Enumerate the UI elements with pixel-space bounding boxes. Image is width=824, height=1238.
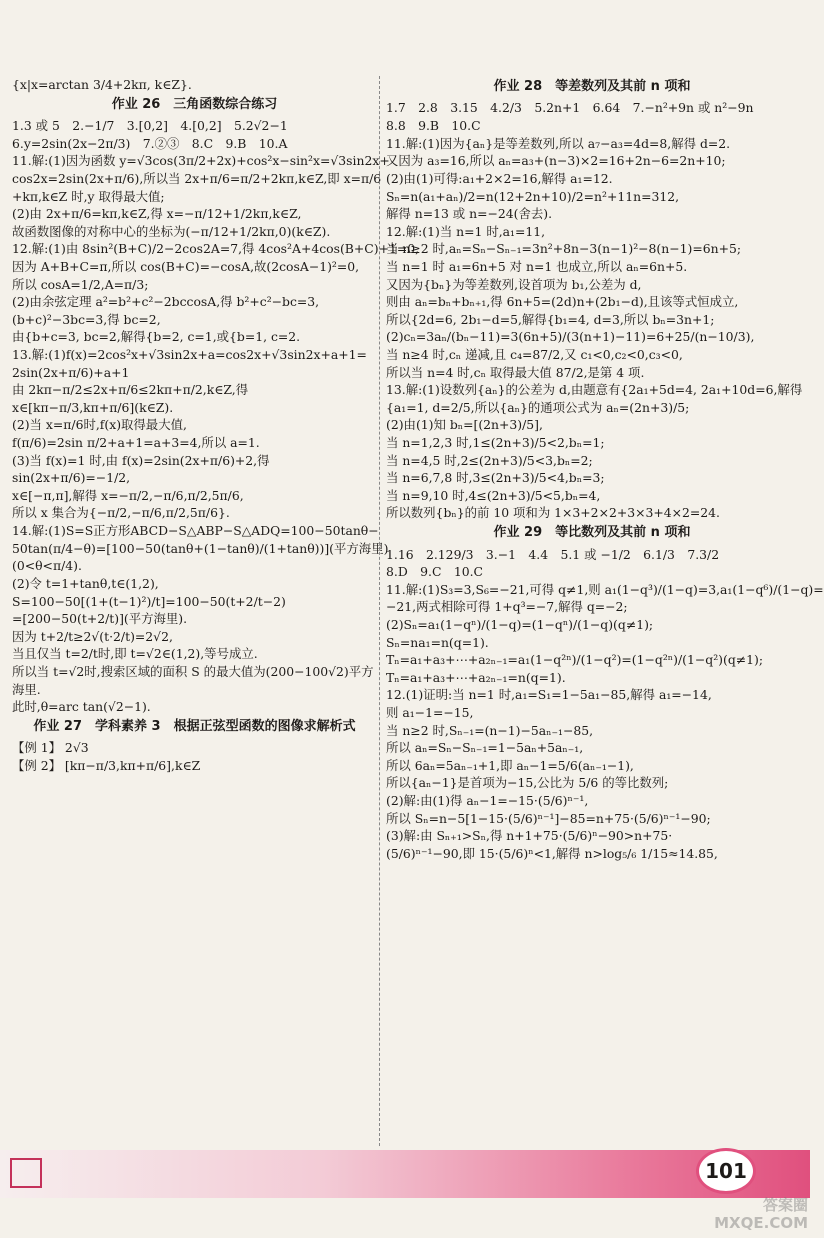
text-line: 所以 Sₙ=n−5[1−15·(5/6)ⁿ⁻¹]−85=n+75·(5/6)ⁿ⁻¹−90; (386, 810, 711, 826)
page-number: 101 (696, 1148, 756, 1194)
text-line: 50tan(π/4−θ)=[100−50(tanθ+(1−tanθ)/(1+tanθ))](平方海里) (12, 540, 389, 556)
section-heading: 作业 26 三角函数综合练习 (111, 96, 278, 112)
text-line: (2)由(1)知 bₙ=[(2n+3)/5], (386, 417, 543, 433)
text-line: 13.解:(1)f(x)=2cos²x+√3sin2x+a=cos2x+√3sin2x+a+1= (12, 346, 367, 362)
text-line: 1.3 或 5 2.−1/7 3.[0,2] 4.[0,2] 5.2√2−1 (12, 118, 288, 134)
text-line: 当 n≥2 时,Sₙ₋₁=(n−1)−5aₙ₋₁−85, (386, 722, 594, 738)
text-line: 12.(1)证明:当 n=1 时,a₁=S₁=1−5a₁−85,解得 a₁=−14, (386, 687, 712, 703)
text-line: sin(2x+π/6)=−1/2, (12, 470, 131, 486)
text-line: 11.解:(1)S₃=3,S₆=−21,可得 q≠1,则 a₁(1−q³)/(1−q)=3,a₁(1−q⁶)/(1−q)= (386, 581, 824, 597)
text-line: 所以数列{bₙ}的前 10 项和为 1×3+2×2+3×3+4×2=24. (386, 505, 720, 521)
text-line: 所以 x 集合为{−π/2,−π/6,π/2,5π/6}. (12, 505, 230, 521)
text-line: x∈[−π,π],解得 x=−π/2,−π/6,π/2,5π/6, (12, 487, 244, 503)
text-line: +kπ,k∈Z 时,y 取得最大值; (12, 188, 165, 204)
text-line: (2)由 2x+π/6=kπ,k∈Z,得 x=−π/12+1/2kπ,k∈Z, (12, 206, 302, 222)
text-line: 所以 6aₙ=5aₙ₋₁+1,即 aₙ−1=5/6(aₙ₋₁−1), (386, 757, 634, 773)
text-line: (2)解:由(1)得 aₙ−1=−15·(5/6)ⁿ⁻¹, (386, 793, 589, 809)
text-line: 当 n=1 时 a₁=6n+5 对 n=1 也成立,所以 aₙ=6n+5. (386, 258, 688, 274)
text-line: 当 n≥2 时,aₙ=Sₙ−Sₙ₋₁=3n²+8n−3(n−1)²−8(n−1)=6n+5; (386, 241, 742, 257)
text-line: 1.7 2.8 3.15 4.2/3 5.2n+1 6.64 7.−n²+9n 或 n²−9n (386, 100, 754, 116)
text-line: 当 n≥4 时,cₙ 递减,且 c₄=87/2,又 c₁<0,c₂<0,c₃<0, (386, 346, 683, 362)
text-line: Tₙ=a₁+a₃+⋯+a₂ₙ₋₁=a₁(1−q²ⁿ)/(1−q²)=(1−q²ⁿ)/(1−q²)(q≠1); (386, 652, 764, 668)
text-line: 解得 n=13 或 n=−24(舍去). (386, 206, 553, 222)
text-line: 所以{2d=6, 2b₁−d=5,解得{b₁=4, d=3,所以 bₙ=3n+1; (386, 311, 715, 327)
text-line: 12.解:(1)由 8sin²(B+C)/2−2cos2A=7,得 4cos²A+4cos(B+C)+1=0, (12, 241, 420, 257)
text-line: Tₙ=a₁+a₃+⋯+a₂ₙ₋₁=n(q=1). (386, 669, 566, 685)
text-line: x∈[kπ−π/3,kπ+π/6](k∈Z). (12, 399, 174, 415)
text-line: 8.D 9.C 10.C (386, 564, 484, 580)
text-line: Sₙ=na₁=n(q=1). (386, 634, 489, 650)
text-line: 当 n=1,2,3 时,1≤(2n+3)/5<2,bₙ=1; (386, 435, 605, 451)
watermark-line1: 答案圈 (762, 1196, 808, 1214)
text-line: 【例 2】 [kπ−π/3,kπ+π/6],k∈Z (12, 757, 201, 773)
text-line: f(π/6)=2sin π/2+a+1=a+3=4,所以 a=1. (12, 435, 260, 451)
text-line: 所以当 n=4 时,cₙ 取得最大值 87/2,是第 4 项. (386, 364, 645, 380)
text-line: (2)Sₙ=a₁(1−qⁿ)/(1−q)=(1−qⁿ)/(1−q)(q≠1); (386, 616, 654, 632)
text-line: 此时,θ=arc tan(√2−1). (12, 699, 151, 715)
text-line: 则 a₁−1=−15, (386, 705, 474, 721)
footer-square-icon (10, 1158, 42, 1188)
section-heading: 作业 29 等比数列及其前 n 项和 (493, 525, 691, 541)
text-line: (2)由余弦定理 a²=b²+c²−2bccosA,得 b²+c²−bc=3, (12, 294, 320, 310)
text-line: 8.8 9.B 10.C (386, 118, 481, 134)
text-line: (3)解:由 Sₙ₊₁>Sₙ,得 n+1+75·(5/6)ⁿ−90>n+75· (386, 828, 673, 844)
text-line: 13.解:(1)设数列{aₙ}的公差为 d,由题意有{2a₁+5d=4, 2a₁+10d=6,解得 (386, 382, 803, 398)
text-line: (2)cₙ=3aₙ/(bₙ−11)=3(6n+5)/(3(n+1)−11)=6+25/(n−10/3), (386, 329, 755, 345)
text-line: 12.解:(1)当 n=1 时,a₁=11, (386, 223, 546, 239)
text-line: 2sin(2x+π/6)+a+1 (12, 364, 130, 380)
text-line: =[200−50(t+2/t)](平方海里). (12, 611, 188, 627)
right-column (386, 76, 824, 863)
footer-band (0, 1150, 810, 1198)
text-line: cos2x=2sin(2x+π/6),所以当 2x+π/6=π/2+2kπ,k∈Z,即 x=π/6 (12, 170, 382, 186)
watermark (668, 1196, 808, 1236)
watermark-line2: MXQE.COM (714, 1214, 808, 1232)
text-line: 又因为{bₙ}为等差数列,设首项为 b₁,公差为 d, (386, 276, 642, 292)
text-line: 所以 aₙ=Sₙ−Sₙ₋₁=1−5aₙ+5aₙ₋₁, (386, 740, 584, 756)
text-line: (0<θ<π/4). (12, 558, 82, 574)
text-line: 故函数图像的对称中心的坐标为(−π/12+1/2kπ,0)(k∈Z). (12, 223, 331, 239)
text-line: (2)令 t=1+tanθ,t∈(1,2), (12, 575, 159, 591)
text-line: 所以{aₙ−1}是首项为−15,公比为 5/6 的等比数列; (386, 775, 669, 791)
text-line: 海里. (12, 681, 41, 697)
column-divider (379, 76, 380, 1146)
text-line: 所以 cosA=1/2,A=π/3; (12, 276, 149, 292)
text-line: −21,两式相除可得 1+q³=−7,解得 q=−2; (386, 599, 628, 615)
text-line: (3)当 f(x)=1 时,由 f(x)=2sin(2x+π/6)+2,得 (12, 452, 270, 468)
left-column (12, 76, 420, 774)
text-line: 11.解:(1)因为函数 y=√3cos(3π/2+2x)+cos²x−sin²x=√3sin2x+ (12, 153, 390, 169)
text-line: 11.解:(1)因为{aₙ}是等差数列,所以 a₇−a₃=4d=8,解得 d=2. (386, 135, 731, 151)
text-line: {a₁=1, d=2/5,所以{aₙ}的通项公式为 aₙ=(2n+3)/5; (386, 399, 690, 415)
text-line: 由 2kπ−π/2≤2x+π/6≤2kπ+π/2,k∈Z,得 (12, 382, 249, 398)
text-line: 又因为 a₃=16,所以 aₙ=a₃+(n−3)×2=16+2n−6=2n+10; (386, 153, 726, 169)
text-line: (2)由(1)可得:a₁+2×2=16,解得 a₁=12. (386, 170, 613, 186)
text-line: 当 n=9,10 时,4≤(2n+3)/5<5,bₙ=4, (386, 487, 601, 503)
text-line: (2)当 x=π/6时,f(x)取得最大值, (12, 417, 187, 433)
section-heading: 作业 27 学科素养 3 根据正弦型函数的图像求解析式 (33, 718, 356, 734)
text-line: 14.解:(1)S=S正方形ABCD−S△ABP−S△ADQ=100−50tanθ− (12, 523, 379, 539)
text-line: 则由 aₙ=bₙ+bₙ₊₁,得 6n+5=(2d)n+(2b₁−d),且该等式恒成立, (386, 294, 739, 310)
text-line: 当 n=4,5 时,2≤(2n+3)/5<3,bₙ=2; (386, 452, 593, 468)
text-line: 当 n=6,7,8 时,3≤(2n+3)/5<4,bₙ=3; (386, 470, 605, 486)
text-line: 所以当 t=√2时,搜索区域的面积 S 的最大值为(200−100√2)平方 (12, 663, 374, 679)
text-line: 6.y=2sin(2x−2π/3) 7.②③ 8.C 9.B 10.A (12, 135, 288, 151)
text-line: (b+c)²−3bc=3,得 bc=2, (12, 311, 161, 327)
text-line: S=100−50[(1+(t−1)²)/t]=100−50(t+2/t−2) (12, 593, 286, 609)
text-line: 因为 t+2/t≥2√(t·2/t)=2√2, (12, 628, 173, 644)
text-line: (5/6)ⁿ⁻¹−90,即 15·(5/6)ⁿ<1,解得 n>log₅/₆ 1/15≈14.85, (386, 845, 718, 861)
text-line: 1.16 2.129/3 3.−1 4.4 5.1 或 −1/2 6.1/3 7.3/2 (386, 546, 720, 562)
text-line: Sₙ=n(a₁+aₙ)/2=n(12+2n+10)/2=n²+11n=312, (386, 188, 680, 204)
text-line: 由{b+c=3, bc=2,解得{b=2, c=1,或{b=1, c=2. (12, 329, 301, 345)
text-line: 因为 A+B+C=π,所以 cos(B+C)=−cosA,故(2cosA−1)²=0, (12, 258, 360, 274)
text-line: 当且仅当 t=2/t时,即 t=√2∈(1,2),等号成立. (12, 646, 258, 662)
text-line: {x|x=arctan 3/4+2kπ, k∈Z}. (12, 77, 192, 92)
section-heading: 作业 28 等差数列及其前 n 项和 (493, 79, 691, 94)
text-line: 【例 1】 2√3 (12, 740, 89, 756)
